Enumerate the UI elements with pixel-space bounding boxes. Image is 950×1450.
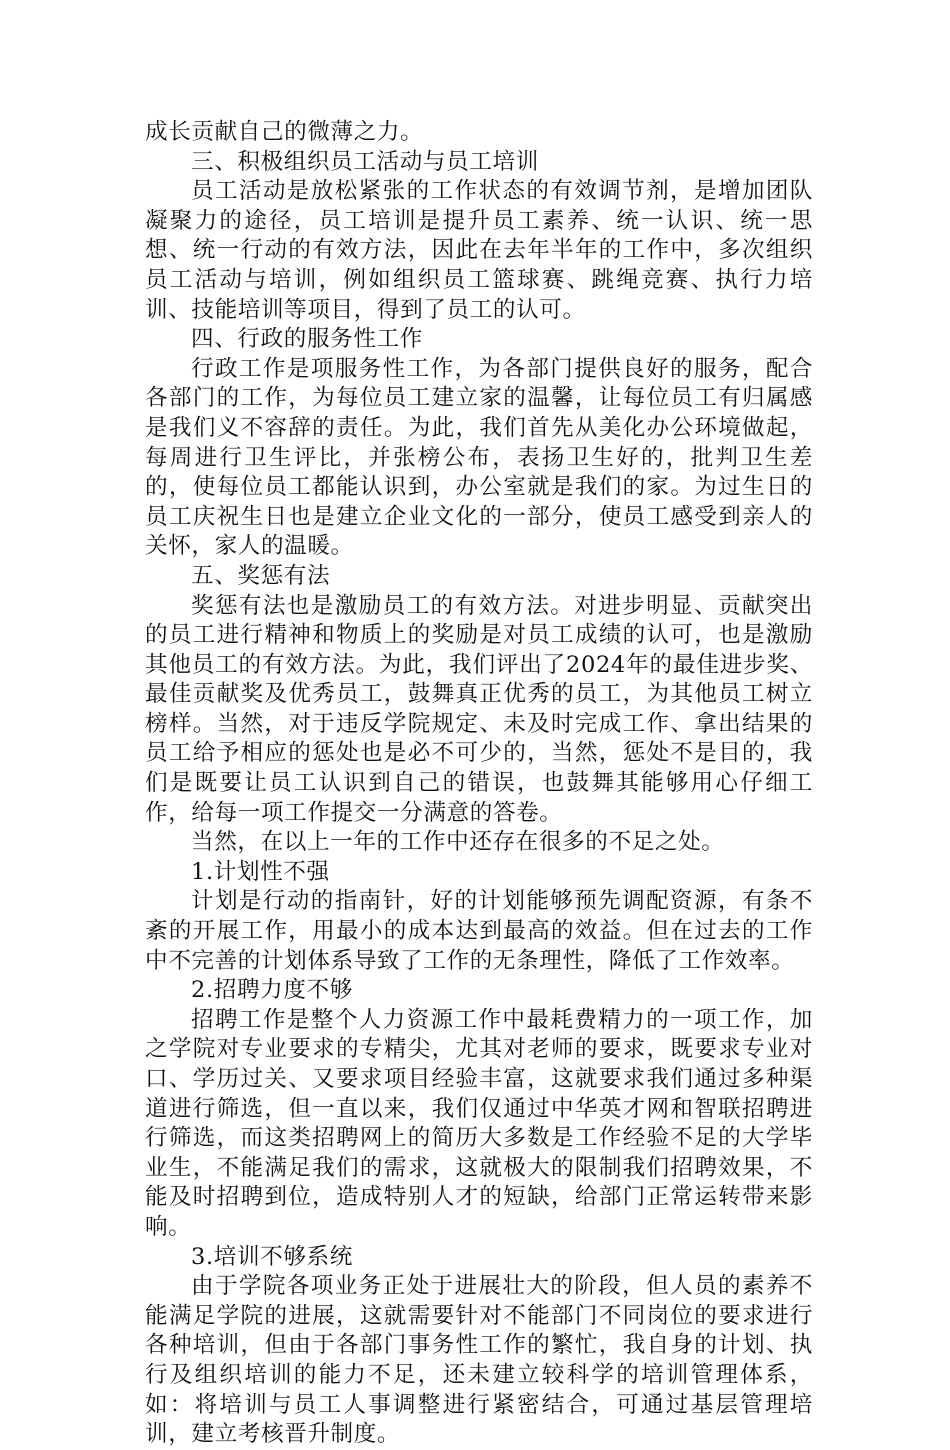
- paragraph-planning: 计划是行动的指南针，好的计划能够预先调配资源，有条不紊的开展工作，用最小的成本达到最高的效益。但在过去的工作中不完善的计划体系导致了工作的无条理性，降低了工作效率。: [145, 888, 813, 974]
- paragraph-shortcomings-intro: 当然，在以上一年的工作中还存在很多的不足之处。: [191, 829, 725, 856]
- section-heading-activities: 三、积极组织员工活动与员工培训: [191, 148, 539, 175]
- section-heading-rewards: 五、奖惩有法: [191, 562, 331, 589]
- document-body: [145, 118, 813, 1450]
- subheading-training: 3.培训不够系统: [191, 1243, 353, 1270]
- paragraph-service: 行政工作是项服务性工作，为各部门提供良好的服务，配合各部门的工作，为每位员工建立家的温馨，让每位员工有归属感是我们义不容辞的责任。为此，我们首先从美化办公环境做起，每周进行卫生评比，并张榜公布，表扬卫生好的，批判卫生差的，使每位员工都能认识到，办公室就是我们的家。为过生日的员工庆祝生日也是建立企业文化的一部分，使员工感受到亲人的关怀，家人的温暖。: [145, 355, 813, 560]
- subheading-planning: 1.计划性不强: [191, 858, 330, 885]
- paragraph-rewards: 奖惩有法也是激励员工的有效方法。对进步明显、贡献突出的员工进行精神和物质上的奖励是对员工成绩的认可，也是激励其他员工的有效方法。为此，我们评出了2024年的最佳进步奖、最佳贡献奖及优秀员工，鼓舞真正优秀的员工，为其他员工树立榜样。当然，对于违反学院规定、未及时完成工作、拿出结果的员工给予相应的惩处也是必不可少的，当然，惩处不是目的，我们是既要让员工认识到自己的错误，也鼓舞其能够用心仔细工作，给每一项工作提交一分满意的答卷。: [145, 592, 813, 826]
- section-heading-service: 四、行政的服务性工作: [191, 326, 423, 353]
- paragraph-continuation: 成长贡献自己的微薄之力。: [145, 119, 424, 145]
- paragraph-activities: 员工活动是放松紧张的工作状态的有效调节剂，是增加团队凝聚力的途径，员工培训是提升员工素养、统一认识、统一思想、统一行动的有效方法，因此在去年半年的工作中，多次组织员工活动与培训，例如组织员工篮球赛、跳绳竞赛、执行力培训、技能培训等项目，得到了员工的认可。: [145, 178, 813, 323]
- subheading-recruiting: 2.招聘力度不够: [191, 977, 353, 1004]
- paragraph-training: 由于学院各项业务正处于进展壮大的阶段，但人员的素养不能满足学院的进展，这就需要针对不能部门不同岗位的要求进行各种培训，但由于各部门事务性工作的繁忙，我自身的计划、执行及组织培训的能力不足，还未建立较科学的培训管理体系，如：将培训与员工人事调整进行紧密结合，可通过基层管理培训，建立考核晋升制度。: [145, 1273, 813, 1448]
- paragraph-recruiting: 招聘工作是整个人力资源工作中最耗费精力的一项工作，加之学院对专业要求的专精尖，尤其对老师的要求，既要求专业对口、学历过关、又要求项目经验丰富，这就要求我们通过多种渠道进行筛选，但一直以来，我们仅通过中华英才网和智联招聘进行筛选，而这类招聘网上的简历大多数是工作经验不足的大学毕业生，不能满足我们的需求，这就极大的限制我们招聘效果，不能及时招聘到位，造成特别人才的短缺，给部门正常运转带来影响。: [145, 1006, 813, 1240]
